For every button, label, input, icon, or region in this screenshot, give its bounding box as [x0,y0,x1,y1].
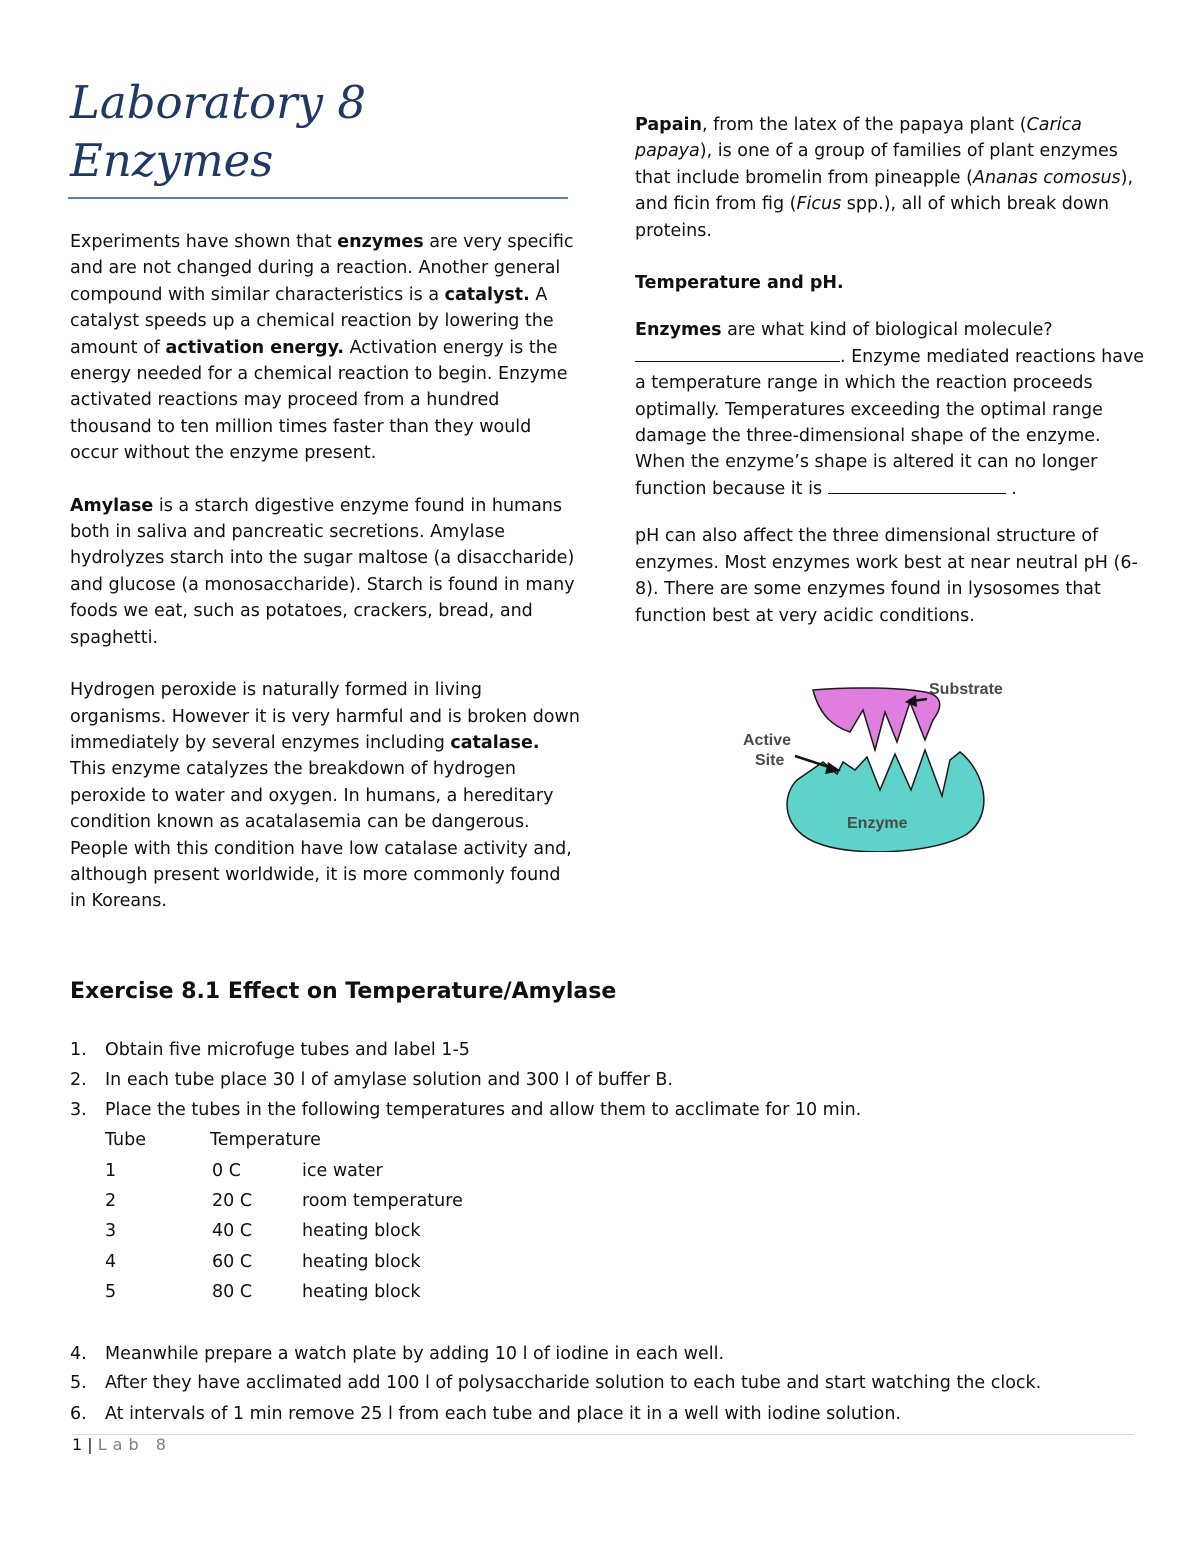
step-6: 6. At intervals of 1 min remove 25 l from each tube and place it in a well with iodine solution. [70,1404,901,1424]
temperature-ph-heading: Temperature and pH. [635,273,844,294]
footer-separator: | [87,1435,98,1454]
left-column [70,229,580,915]
table-row-method: room temperature [302,1191,463,1211]
amylase-paragraph: Amylase is a starch digestive enzyme found in humans both in saliva and pancreatic secretions. Amylase hydrolyzes starch into the sugar maltose (a disaccharide) and glucose (a monosaccharide). Starch is found in many foods we eat, such as potatoes, crackers, bread, and spaghetti. [70,495,575,648]
page-footer [72,1434,172,1456]
active-site-label-2: Site [755,752,785,769]
step-3: 3. Place the tubes in the following temperatures and allow them to acclimate for 10 min. [70,1100,862,1120]
enzyme-substrate-diagram [735,672,1035,852]
table-row-temp: 60 C [212,1252,253,1272]
ph-paragraph: pH can also affect the three dimensional structure of enzymes. Most enzymes work best at near neutral pH (6-8). There are some enzymes found in lysosomes that function best at very acidic conditions. [635,526,1138,626]
papain-paragraph: Papain, from the latex of the papaya plant (Carica papaya), is one of a group of families of plant enzymes that include bromelin from pineapple (Ananas comosus), and ficin from fig (Ficus spp.), all of which break down proteins. [635,115,1134,241]
table-row-tube: 4 [105,1252,117,1272]
exercise-title: Exercise 8.1 Effect on Temperature/Amylase [70,979,617,1004]
table-row-temp: 20 C [212,1191,253,1211]
title-underline [68,197,568,199]
enzyme-question-paragraph: Enzymes are what kind of biological molecule? . Enzyme mediated reactions have a temperature range in which the reaction proceeds optimally. Temperatures exceeding the optimal range damage the three-dimensional shape of the enzyme. When the enzyme’s shape is altered it can no longer function because it is . [635,320,1145,499]
intro-paragraph: Experiments have shown that enzymes are very specific and are not changed during a reaction. Another general compound with similar characteristics is a catalyst. A catalyst speeds up a chemical reaction by lowering the amount of activation energy. Activation energy is the energy needed for a chemical reaction to begin. Enzyme activated reactions may proceed from a hundred thousand to ten million times faster than they would occur without the enzyme present. [70,232,574,464]
enzyme-shape [787,750,984,852]
answer-blank-1[interactable] [635,345,840,362]
table-row-tube: 1 [105,1161,117,1181]
table-row-method: ice water [302,1161,383,1181]
footer-rule [72,1434,1134,1435]
table-row-temp: 0 C [212,1161,241,1181]
active-site-label-1: Active [743,732,792,749]
table-row-tube: 2 [105,1191,117,1211]
substrate-label: Substrate [929,681,1003,698]
step-1: 1. Obtain five microfuge tubes and label 1-5 [70,1040,470,1060]
table-header-tube: Tube [105,1130,146,1150]
footer-label: Lab 8 [97,1435,172,1454]
enzyme-label: Enzyme [847,815,908,832]
active-site-arrow [795,756,832,768]
title-line-1: Laboratory 8 [70,76,366,129]
answer-blank-2[interactable] [828,477,1006,494]
table-header-temperature: Temperature [210,1130,321,1150]
page-number: 1 [72,1435,83,1454]
title-line-2: Enzymes [70,134,274,187]
step-4: 4. Meanwhile prepare a watch plate by adding 10 l of iodine in each well. [70,1344,725,1364]
table-row-temp: 80 C [212,1282,253,1302]
step-5: 5. After they have acclimated add 100 l of polysaccharide solution to each tube and start watching the clock. [70,1373,1042,1393]
table-row-method: heating block [302,1221,421,1241]
substrate-shape [813,688,940,750]
right-column [635,112,1145,629]
page-title [70,74,366,190]
table-row-temp: 40 C [212,1221,253,1241]
table-row-method: heating block [302,1252,421,1272]
table-row-method: heating block [302,1282,421,1302]
peroxide-paragraph: Hydrogen peroxide is naturally formed in living organisms. However it is very harmful and is broken down immediately by several enzymes including catalase. This enzyme catalyzes the breakdown of hydrogen peroxide to water and oxygen. In humans, a hereditary condition known as acatalasemia can be dangerous. People with this condition have low catalase activity and, although present worldwide, it is more commonly found in Koreans. [70,680,580,912]
table-row-tube: 5 [105,1282,117,1302]
step-2: 2. In each tube place 30 l of amylase solution and 300 l of buffer B. [70,1070,673,1090]
table-row-tube: 3 [105,1221,117,1241]
